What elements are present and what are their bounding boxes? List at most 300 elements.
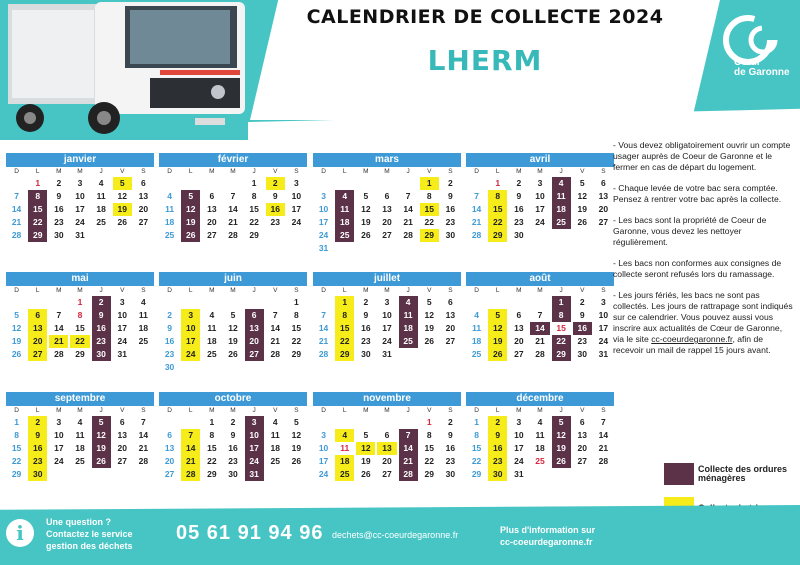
day-cell: 21 (399, 455, 418, 468)
day-cell: 25 (270, 456, 280, 466)
day-cell: 22 (28, 216, 47, 229)
weekday-label: J (559, 407, 563, 414)
day-cell: 12 (92, 429, 111, 442)
day-cell: 12 (488, 322, 507, 335)
footer-more-label: Plus d'information sur (500, 525, 596, 535)
weekday-label: D (14, 168, 19, 175)
day-cell: 25 (552, 216, 571, 229)
day-cell: 28 (181, 468, 200, 481)
day-cell: 9 (448, 191, 453, 201)
day-cell: 30 (445, 469, 456, 479)
day-cell: 12 (11, 323, 22, 333)
day-cell: 23 (92, 335, 111, 348)
weekday-label: V (580, 407, 585, 414)
day-cell: 23 (445, 217, 456, 227)
day-cell: 27 (245, 348, 264, 361)
day-cell: 3 (321, 430, 326, 440)
day-cell: 6 (209, 191, 215, 201)
day-cell: 11 (399, 309, 418, 322)
day-cell: 3 (601, 297, 606, 307)
weekday-label: L (188, 168, 193, 175)
weekday-label: D (474, 287, 479, 294)
day-cell: 25 (471, 349, 482, 359)
day-cell: 19 (488, 335, 507, 348)
day-cell: 12 (361, 204, 371, 214)
weekday-label: M (209, 407, 215, 414)
day-cell: 16 (488, 442, 507, 455)
day-cell: 12 (424, 310, 434, 320)
empty-cell (266, 296, 285, 309)
day-cell: 6 (141, 178, 146, 188)
day-cell: 8 (251, 191, 257, 201)
day-cell: 5 (14, 310, 19, 320)
day-cell: 3 (294, 178, 299, 188)
day-cell: 27 (445, 336, 456, 346)
day-cell: 4 (335, 429, 354, 442)
empty-cell (335, 416, 354, 429)
empty-cell (28, 296, 47, 309)
empty-cell (160, 416, 179, 429)
day-cell: 11 (207, 323, 217, 333)
info-non-compliant: - Les bacs non conformes aux consignes de collecte seront refusés lors du ramassage. (613, 258, 782, 279)
day-cell: 9 (230, 430, 236, 440)
day-cell: 9 (516, 191, 522, 201)
day-cell: 2 (363, 297, 369, 307)
day-cell: 18 (335, 455, 354, 468)
day-cell: 5 (363, 430, 369, 440)
weekday-header (159, 167, 307, 177)
day-cell: 22 (424, 217, 434, 227)
day-cell: 8 (209, 430, 215, 440)
day-cell: 6 (384, 430, 390, 440)
weekday-header (313, 286, 461, 296)
day-cell: 2 (488, 416, 507, 429)
day-cell: 15 (11, 443, 22, 453)
day-cell: 19 (181, 216, 200, 229)
day-cell: 28 (598, 456, 609, 466)
day-cell: 11 (270, 430, 280, 440)
month-title: janvier (6, 153, 154, 167)
day-cell: 27 (117, 456, 127, 466)
weekday-label: J (406, 407, 410, 414)
day-cell: 19 (424, 323, 434, 333)
day-cell: 24 (598, 336, 609, 346)
day-cell: 2 (56, 178, 62, 188)
day-cell: 12 (356, 442, 375, 455)
day-cell: 29 (207, 469, 217, 479)
month-title: juillet (313, 272, 461, 286)
weekday-label: V (273, 407, 278, 414)
day-cell: 26 (361, 230, 371, 240)
month-title: mars (313, 153, 461, 167)
weekday-label: M (537, 168, 543, 175)
day-cell: 9 (56, 191, 62, 201)
day-cell: 27 (28, 348, 47, 361)
day-cell: 23 (270, 217, 280, 227)
day-cell: 15 (28, 203, 47, 216)
day-cell: 16 (361, 323, 371, 333)
page-title: CALENDRIER DE COLLECTE 2024 (306, 6, 664, 28)
day-cell: 30 (445, 230, 456, 240)
day-cell: 9 (167, 323, 172, 333)
day-cell: 30 (164, 362, 175, 372)
weekday-header (466, 286, 614, 296)
day-cell: 9 (92, 309, 111, 322)
day-cell: 15 (207, 443, 217, 453)
day-cell: 29 (291, 349, 302, 359)
weekday-label: L (495, 168, 500, 175)
day-cell: 9 (488, 429, 507, 442)
weekday-label: S (294, 287, 299, 294)
weekday-label: V (120, 287, 125, 294)
day-cell: 24 (117, 336, 127, 346)
day-cell: 19 (291, 443, 302, 453)
weekday-label: D (167, 287, 172, 294)
weekday-label: L (495, 407, 500, 414)
empty-cell (399, 177, 418, 190)
info-holidays (613, 290, 795, 356)
day-cell: 18 (399, 322, 418, 335)
day-cell: 22 (488, 216, 507, 229)
day-cell: 17 (54, 443, 64, 453)
day-cell: 29 (488, 229, 507, 242)
weekday-label: J (252, 168, 256, 175)
day-cell: 14 (403, 204, 413, 214)
day-cell: 3 (516, 417, 522, 427)
month-1 (159, 153, 307, 242)
day-grid (313, 416, 461, 481)
day-cell: 24 (291, 217, 302, 227)
weekday-label: S (141, 407, 146, 414)
day-cell: 24 (54, 456, 64, 466)
day-cell: 11 (472, 323, 482, 333)
day-cell: 2 (516, 178, 522, 188)
info-holidays-tail: , afin de recevoir un mail de rappel 15 jours avant. (613, 334, 771, 355)
day-cell: 21 (318, 336, 329, 346)
day-cell: 6 (448, 297, 453, 307)
day-cell: 2 (266, 177, 285, 190)
weekday-label: M (537, 287, 543, 294)
month-title: avril (466, 153, 614, 167)
commune-name: LHERM (427, 44, 543, 77)
weekday-label: S (141, 168, 146, 175)
weekday-header (159, 286, 307, 296)
day-cell: 28 (471, 230, 482, 240)
day-cell: 21 (49, 335, 68, 348)
weekday-label: S (601, 407, 606, 414)
day-cell: 4 (335, 190, 354, 203)
weekday-label: J (252, 407, 256, 414)
weekday-label: S (294, 168, 299, 175)
day-cell: 27 (138, 217, 149, 227)
month-title: juin (159, 272, 307, 286)
empty-cell (530, 296, 549, 309)
day-grid (313, 177, 461, 255)
weekday-header (313, 167, 461, 177)
weekday-header (6, 406, 154, 416)
day-cell: 3 (321, 191, 326, 201)
day-cell: 20 (577, 443, 587, 453)
weekday-label: D (474, 168, 479, 175)
weekday-label: L (188, 287, 193, 294)
empty-cell (467, 177, 486, 190)
day-cell: 2 (28, 416, 47, 429)
weekday-label: V (580, 287, 585, 294)
day-cell: 10 (318, 443, 329, 453)
day-cell: 16 (514, 204, 524, 214)
day-cell: 11 (340, 443, 350, 453)
day-cell: 7 (56, 310, 62, 320)
day-grid (466, 416, 614, 481)
weekday-label: L (188, 407, 193, 414)
logo-line-2: de Garonne (734, 67, 790, 78)
day-cell: 6 (28, 309, 47, 322)
legend-ordures (664, 463, 796, 485)
day-cell: 15 (488, 203, 507, 216)
day-cell: 6 (384, 191, 390, 201)
weekday-label: V (580, 168, 585, 175)
empty-cell (49, 296, 68, 309)
day-cell: 5 (488, 309, 507, 322)
day-cell: 31 (75, 230, 85, 240)
day-cell: 17 (318, 217, 329, 227)
day-cell: 30 (228, 469, 238, 479)
day-cell: 9 (272, 191, 278, 201)
weekday-label: M (77, 407, 83, 414)
day-cell: 3 (181, 309, 200, 322)
empty-cell (377, 416, 396, 429)
month-5 (159, 272, 307, 374)
day-cell: 14 (138, 430, 149, 440)
day-cell: 5 (579, 178, 585, 188)
weekday-label: V (273, 168, 278, 175)
weekday-label: M (56, 168, 62, 175)
day-cell: 18 (207, 336, 217, 346)
empty-cell (314, 416, 333, 429)
weekday-label: S (294, 407, 299, 414)
day-cell: 31 (514, 469, 524, 479)
weekday-label: M (56, 407, 62, 414)
weekday-label: J (406, 168, 410, 175)
day-cell: 6 (601, 178, 606, 188)
day-cell: 30 (28, 468, 47, 481)
website-link[interactable]: cc-coeurdegaronne.fr (651, 334, 733, 344)
day-cell: 19 (552, 442, 571, 455)
day-cell: 1 (335, 296, 354, 309)
footer-email[interactable]: dechets@cc-coeurdegaronne.fr (332, 530, 459, 540)
day-cell: 6 (516, 310, 522, 320)
weekday-label: S (601, 168, 606, 175)
day-cell: 7 (14, 191, 19, 201)
day-cell: 4 (141, 297, 146, 307)
empty-cell (202, 177, 221, 190)
day-grid (6, 296, 154, 361)
day-cell: 26 (577, 217, 587, 227)
day-cell: 29 (75, 349, 85, 359)
weekday-label: S (448, 407, 453, 414)
empty-cell (181, 296, 200, 309)
day-cell: 10 (245, 429, 264, 442)
day-cell: 26 (361, 469, 371, 479)
day-cell: 7 (141, 417, 146, 427)
day-cell: 28 (11, 230, 22, 240)
day-cell: 21 (403, 217, 413, 227)
day-cell: 17 (291, 204, 302, 214)
legend-ordures-label: Collecte des ordures ménagères (698, 464, 788, 483)
day-cell: 1 (420, 177, 439, 190)
info-icon: i (6, 519, 34, 547)
day-cell: 4 (98, 178, 104, 188)
day-cell: 16 (445, 443, 456, 453)
day-cell: 21 (138, 443, 149, 453)
empty-cell (223, 177, 242, 190)
day-cell: 7 (474, 191, 479, 201)
day-cell: 28 (318, 349, 329, 359)
weekday-label: D (321, 168, 326, 175)
weekday-label: M (516, 407, 522, 414)
day-cell: 26 (552, 455, 571, 468)
day-cell: 29 (11, 469, 22, 479)
day-cell: 26 (11, 349, 22, 359)
weekday-label: M (77, 287, 83, 294)
month-title: septembre (6, 392, 154, 406)
weekday-label: L (35, 168, 40, 175)
day-cell: 20 (164, 456, 175, 466)
empty-cell (314, 177, 333, 190)
month-10 (313, 392, 461, 481)
month-7 (466, 272, 614, 361)
day-cell: 10 (514, 430, 524, 440)
day-cell: 6 (167, 430, 172, 440)
day-cell: 26 (117, 217, 127, 227)
day-cell: 20 (445, 323, 456, 333)
day-cell: 6 (119, 417, 125, 427)
weekday-label: M (537, 407, 543, 414)
day-cell: 8 (488, 190, 507, 203)
weekday-label: L (342, 168, 347, 175)
day-cell: 26 (181, 229, 200, 242)
information-panel (613, 140, 795, 366)
day-cell: 26 (228, 349, 238, 359)
day-cell: 1 (77, 297, 83, 307)
day-cell: 6 (245, 309, 264, 322)
day-cell: 4 (77, 417, 83, 427)
empty-cell (7, 296, 26, 309)
weekday-header (159, 406, 307, 416)
day-cell: 27 (207, 230, 217, 240)
day-cell: 31 (117, 349, 127, 359)
weekday-header (6, 286, 154, 296)
day-cell: 8 (28, 190, 47, 203)
day-cell: 23 (445, 456, 456, 466)
day-cell: 23 (488, 455, 507, 468)
weekday-label: J (559, 168, 563, 175)
day-cell: 16 (164, 336, 175, 346)
day-cell: 4 (399, 296, 418, 309)
day-cell: 16 (266, 203, 285, 216)
day-cell: 25 (138, 336, 149, 346)
day-grid (6, 416, 154, 481)
weekday-label: D (474, 407, 479, 414)
day-cell: 7 (405, 191, 411, 201)
weekday-label: M (363, 287, 369, 294)
day-cell: 14 (11, 204, 22, 214)
day-cell: 18 (138, 323, 149, 333)
weekday-header (466, 167, 614, 177)
weekday-label: J (559, 287, 563, 294)
footer-phone[interactable]: 05 61 91 94 96 (176, 522, 324, 544)
day-cell: 24 (318, 230, 329, 240)
month-title: août (466, 272, 614, 286)
weekday-label: L (342, 407, 347, 414)
day-cell: 8 (474, 430, 479, 440)
weekday-label: L (35, 287, 40, 294)
day-cell: 5 (294, 417, 299, 427)
day-cell: 1 (294, 297, 299, 307)
day-cell: 21 (11, 217, 22, 227)
day-cell: 23 (28, 455, 47, 468)
day-grid (159, 416, 307, 481)
day-cell: 2 (448, 417, 453, 427)
day-cell: 20 (598, 204, 609, 214)
day-cell: 21 (228, 217, 238, 227)
weekday-label: L (35, 407, 40, 414)
day-cell: 17 (318, 456, 329, 466)
day-cell: 8 (426, 191, 432, 201)
garbage-truck-image (0, 0, 248, 140)
day-cell: 16 (228, 443, 238, 453)
day-cell: 16 (92, 322, 111, 335)
day-cell: 13 (514, 323, 524, 333)
day-cell: 2 (230, 417, 236, 427)
weekday-label: D (167, 168, 172, 175)
day-cell: 17 (382, 323, 392, 333)
day-cell: 14 (530, 322, 549, 335)
day-cell: 19 (361, 217, 371, 227)
day-cell: 27 (514, 349, 524, 359)
day-cell: 22 (70, 335, 89, 348)
month-6 (313, 272, 461, 361)
day-cell: 12 (291, 430, 302, 440)
day-cell: 23 (164, 349, 175, 359)
weekday-label: D (321, 407, 326, 414)
footer-contact-line: Contactez le service (46, 529, 133, 539)
day-cell: 11 (335, 203, 354, 216)
logo-line-1: Cœur (734, 57, 761, 68)
day-cell: 5 (181, 190, 200, 203)
month-title: novembre (313, 392, 461, 406)
weekday-label: D (167, 407, 172, 414)
day-cell: 16 (573, 322, 592, 335)
day-cell: 9 (448, 430, 453, 440)
month-3 (466, 153, 614, 242)
empty-cell (223, 296, 242, 309)
day-cell: 24 (245, 455, 264, 468)
weekday-label: D (14, 287, 19, 294)
weekday-header (466, 406, 614, 416)
day-cell: 1 (426, 417, 432, 427)
day-cell: 8 (77, 310, 83, 320)
day-cell: 14 (598, 430, 609, 440)
day-cell: 12 (117, 191, 127, 201)
day-cell: 11 (96, 191, 106, 201)
day-cell: 28 (54, 349, 64, 359)
empty-cell (356, 416, 375, 429)
day-cell: 5 (426, 297, 432, 307)
weekday-label: M (516, 287, 522, 294)
footer-website-link[interactable]: cc-coeurdegaronne.fr (500, 537, 593, 547)
month-9 (159, 392, 307, 481)
